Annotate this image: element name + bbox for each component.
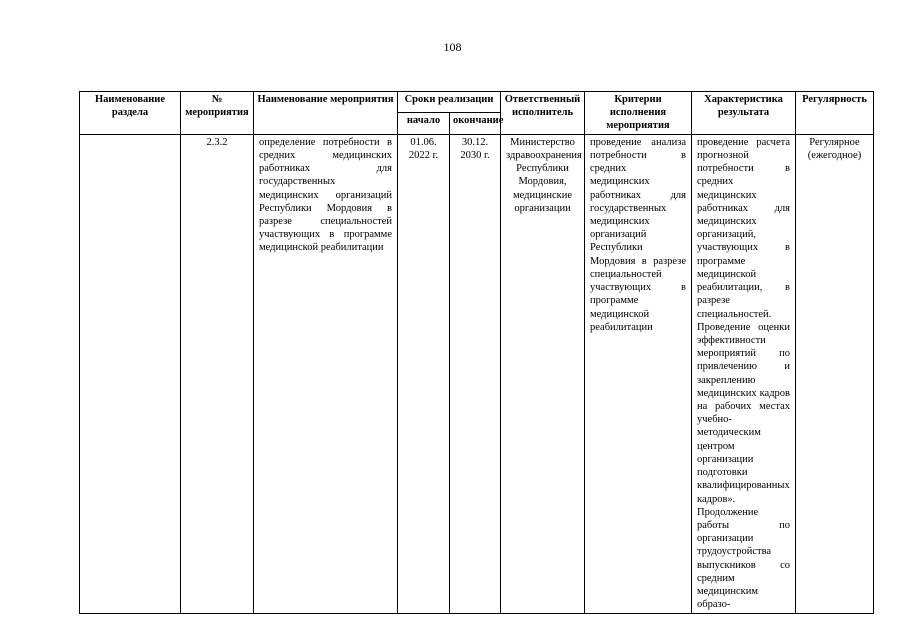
table-row [80, 134, 874, 613]
cell-measure-number: 2.3.2 [181, 134, 254, 613]
page-number: 108 [443, 40, 462, 54]
cell-regularity: Регулярное (ежегодное) [796, 134, 874, 613]
header-criteria: Критерии исполнения мероприятия [585, 92, 692, 135]
cell-start-date: 01.06. 2022 г. [398, 134, 450, 613]
header-row [80, 92, 874, 113]
header-section-name: Наименование раздела [80, 92, 181, 135]
header-end: окончание [450, 113, 501, 134]
cell-end-date: 30.12. 2030 г. [450, 134, 501, 613]
header-measure-name: Наименование мероприятия [254, 92, 398, 135]
header-measure-number: № мероприятия [181, 92, 254, 135]
cell-responsible: Министерство здравоохранения Республики Мордовия, медицинские организации [501, 134, 585, 613]
cell-measure-name: определение потребности в средних медицинских работниках для государственных медицинских организаций Республики Мордовия в разрезе специальностей участвующих в программе медицинской реабилитации [254, 134, 398, 613]
header-start: начало [398, 113, 450, 134]
measures-table [79, 91, 874, 614]
header-regularity: Регулярность [796, 92, 874, 135]
cell-result: проведение расчета прогнозной потребности в средних медицинских работниках для медицинских организаций, участвующих в программе медицинской реабилитации, в разрезе специальностей. Проведение оценки эффективности мероприятий по привлечению и закреплению медицинских кадров на рабочих местах учебно-методическим центром организации подготовки квалифицированных кадров». Продолжение работы по организации трудоустройства выпускников со средним медицинским образо- [692, 134, 796, 613]
header-deadlines: Сроки реализации [398, 92, 501, 113]
cell-section-name [80, 134, 181, 613]
header-responsible: Ответственный исполнитель [501, 92, 585, 135]
cell-criteria: проведение анализа потребности в средних медицинских работниках для государственных медицинских организаций Республики Мордовия в разрезе специальностей участвующих в программе медицинской реабилитации [585, 134, 692, 613]
header-result: Характеристика результата [692, 92, 796, 135]
